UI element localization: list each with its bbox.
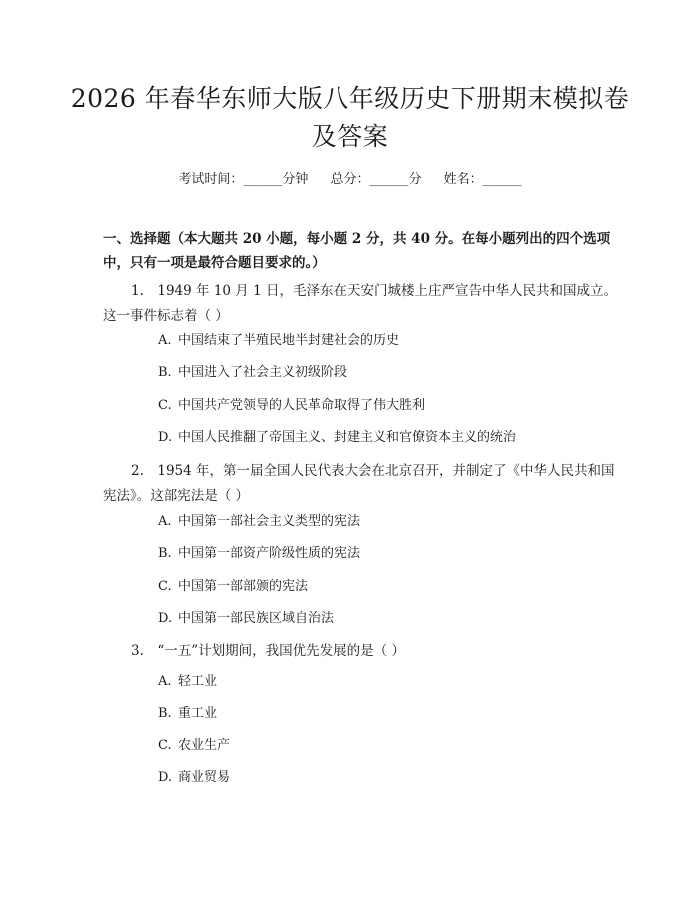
option-text: 重工业 [178,706,218,721]
question-3-option-d [158,768,230,788]
option-text: 农业生产 [178,738,231,753]
option-letter: A. [158,333,172,348]
option-letter: B. [158,365,172,380]
option-text: 中国第一部民族区域自治法 [178,611,335,626]
option-text: 中国结束了半殖民地半封建社会的历史 [178,333,400,348]
option-letter: C. [158,398,172,413]
question-2-option-d [158,609,334,629]
option-text: 中国进入了社会主义初级阶段 [178,365,348,380]
option-letter: C. [158,579,172,594]
question-1-stem: 1. 1949 年 10 月 1 日，毛泽东在天安门城楼上庄严宣告中华人民共和国成立。这一事件标志着（ ） [103,283,617,324]
option-letter: B. [158,706,172,721]
option-text: 轻工业 [178,674,218,689]
option-letter: C. [158,738,172,753]
question-1-option-a [158,331,399,351]
option-letter: A. [158,674,172,689]
option-text: 中国第一部部颁的宪法 [178,579,309,594]
option-text: 中国第一部社会主义类型的宪法 [178,514,361,529]
option-text: 中国第一部资产阶级性质的宪法 [178,546,361,561]
question-2-option-b [158,544,360,564]
question-1-option-c [158,396,425,416]
option-letter: B. [158,546,172,561]
question-2-stem: 2. 1954 年，第一届全国人民代表大会在北京召开，并制定了《中华人民共和国宪法》。这部宪法是（ ） [103,463,615,504]
student-name: 姓名：______ [443,172,522,187]
page-title: 2026 年春华东师大版八年级历史下册期末模拟卷及答案 [70,84,630,151]
section-heading: 一、选择题（本大题共 20 小题，每小题 2 分，共 40 分。在每小题列出的四个选项中，只有一项是最符合题目要求的。） [103,231,611,271]
question-1-option-b [158,363,347,383]
exam-time: 考试时间：______分钟 [178,172,309,187]
total-score: 总分：______分 [330,172,422,187]
option-text: 中国共产党领导的人民革命取得了伟大胜利 [178,398,426,413]
option-text: 中国人民推翻了帝国主义、封建主义和官僚资本主义的统治 [178,430,517,445]
option-letter: D. [158,611,173,626]
option-letter: D. [158,430,173,445]
question-3-option-a [158,672,217,692]
question-2-option-c [158,577,308,597]
option-letter: A. [158,514,172,529]
option-text: 商业贸易 [178,770,231,785]
question-3-option-b [158,704,217,724]
question-3-option-c [158,736,230,756]
question-3-stem: 3. “一五”计划期间，我国优先发展的是（ ） [131,643,405,659]
question-2-option-a [158,512,360,532]
exam-meta [0,168,700,187]
option-letter: D. [158,770,173,785]
question-1-option-d [158,428,516,448]
